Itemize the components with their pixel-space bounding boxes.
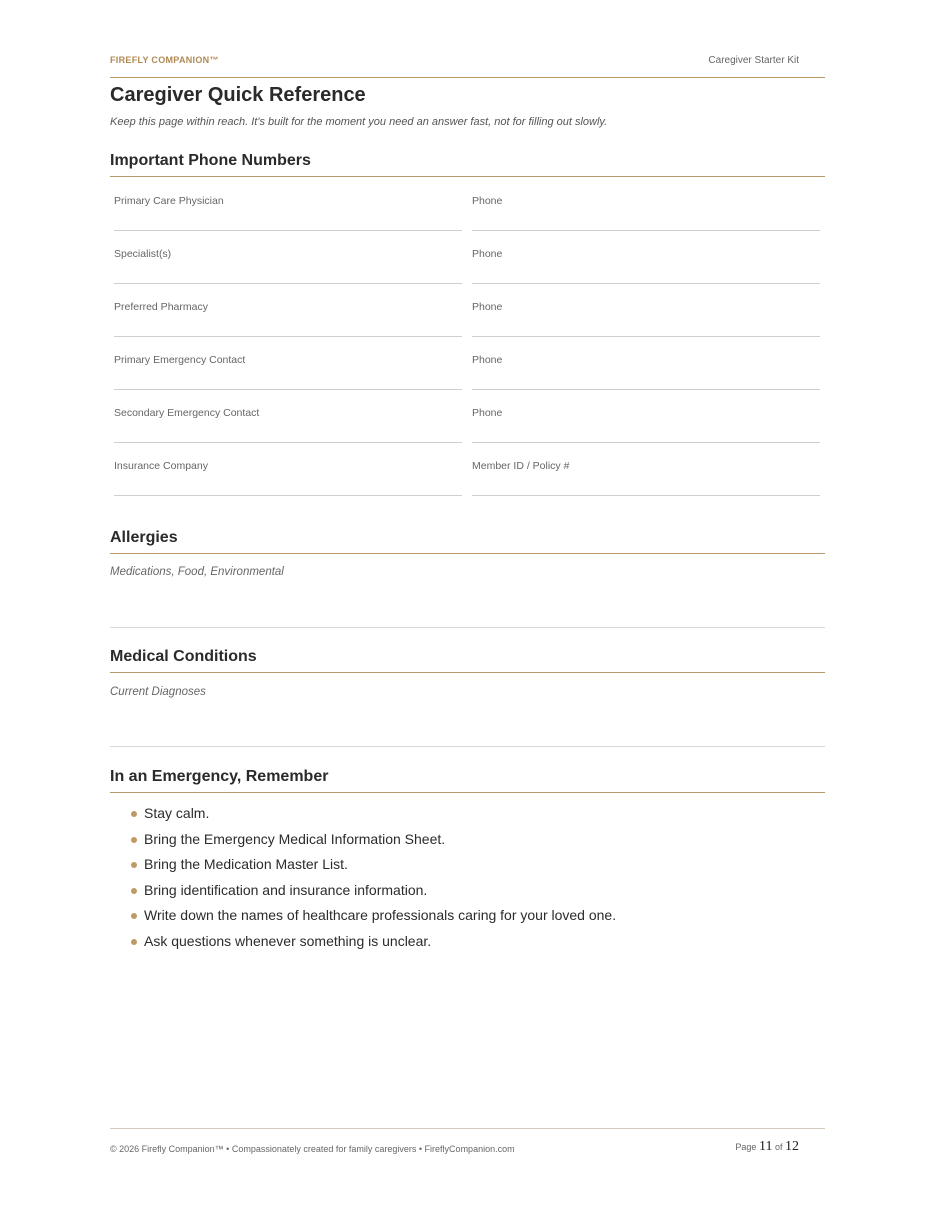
footer-copyright: © 2026 Firefly Companion™ • Compassionately created for family caregivers • FireflyCompanion.com [110,1144,515,1154]
field-label: Phone [472,354,503,366]
bullet-icon [131,913,137,919]
page-title: Caregiver Quick Reference [110,84,366,106]
list-item [110,856,616,882]
intro-text: Keep this page within reach. It's built for the moment you need an answer fast, not for filling out slowly. [110,116,608,128]
list-item-text: Bring the Emergency Medical Information Sheet. [144,830,446,847]
emergency-heading: In an Emergency, Remember [110,768,825,793]
insurance-company-field[interactable] [114,446,462,496]
page-of-label: of [774,1142,783,1152]
list-item [110,831,616,857]
bullet-icon [131,862,137,868]
conditions-write-line[interactable] [110,746,825,747]
list-item [110,805,616,831]
medical-conditions-heading: Medical Conditions [110,648,825,673]
contact-name-field[interactable] [114,287,462,337]
member-id-field[interactable] [472,446,820,496]
bullet-icon [131,811,137,817]
field-label: Preferred Pharmacy [114,301,208,313]
contact-phone-field[interactable] [472,287,820,337]
field-label: Phone [472,407,503,419]
field-label: Phone [472,248,503,260]
list-item [110,907,616,933]
contact-name-field[interactable] [114,393,462,443]
emergency-reminder-list [110,805,616,958]
field-label: Primary Emergency Contact [114,354,246,366]
field-label: Phone [472,301,503,313]
phone-row [110,446,825,499]
list-item-text: Bring the Medication Master List. [144,856,348,872]
phone-numbers-heading: Important Phone Numbers [110,152,825,177]
contact-phone-field[interactable] [472,393,820,443]
list-item-text: Write down the names of healthcare professionals caring for your loved one. [144,907,617,923]
phone-numbers-grid [110,181,825,499]
contact-phone-field[interactable] [472,340,820,390]
allergies-note: Medications, Food, Environmental [110,566,284,578]
phone-row [110,340,825,393]
bullet-icon [131,939,137,945]
contact-name-field[interactable] [114,234,462,284]
field-label: Phone [472,195,503,207]
contact-name-field[interactable] [114,340,462,390]
bullet-icon [131,837,137,843]
contact-phone-field[interactable] [472,181,820,231]
page-current: 11 [758,1139,773,1154]
phone-row [110,234,825,287]
field-label: Specialist(s) [114,248,172,260]
list-item-text: Ask questions whenever something is unclear. [144,932,432,949]
page-total: 12 [785,1139,799,1154]
page-number [735,1139,799,1155]
page-footer [110,1128,825,1161]
field-label: Member ID / Policy # [472,460,570,472]
list-item-text: Bring identification and insurance information. [144,881,428,898]
allergies-heading: Allergies [110,529,825,554]
field-label: Secondary Emergency Contact [114,407,260,419]
bullet-icon [131,888,137,894]
field-label: Insurance Company [114,460,208,472]
contact-name-field[interactable] [114,181,462,231]
phone-row [110,287,825,340]
conditions-note: Current Diagnoses [110,686,206,698]
brand-name: FIREFLY COMPANION™ [110,55,219,65]
list-item [110,933,616,959]
kit-title: Caregiver Starter Kit [708,55,799,66]
page-header [110,55,825,78]
page-label: Page [735,1142,757,1152]
list-item [110,882,616,908]
list-item-text: Stay calm. [144,805,210,821]
phone-row [110,393,825,446]
allergies-write-line[interactable] [110,627,825,628]
phone-row [110,181,825,234]
contact-phone-field[interactable] [472,234,820,284]
field-label: Primary Care Physician [114,195,224,207]
